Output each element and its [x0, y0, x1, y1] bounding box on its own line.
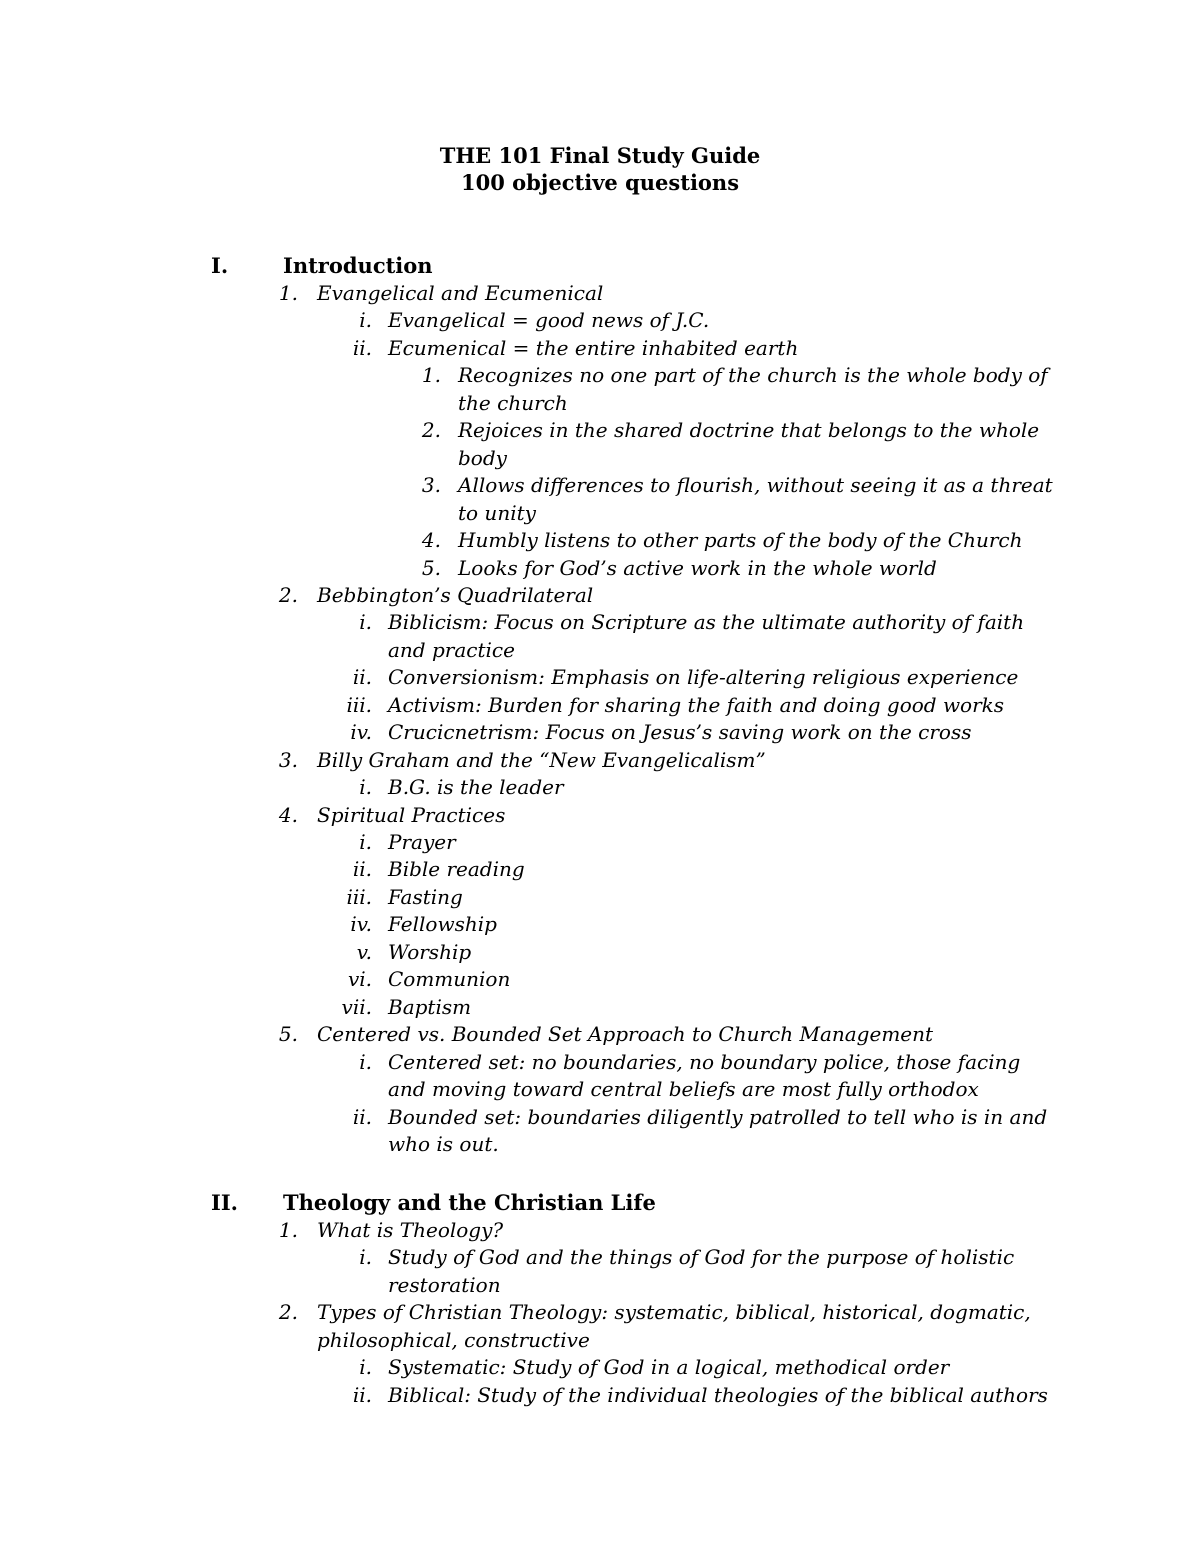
outline-item-text: to unity [458, 501, 536, 525]
outline-item-label: 2. [278, 1300, 298, 1324]
outline-item-text: Allows differences to flourish, without seeing it as a threat [458, 473, 1053, 497]
outline-item-text: Billy Graham and the “New Evangelicalism” [317, 748, 766, 772]
outline-item-label: 4. [278, 803, 298, 827]
outline-item-text: Biblical: Study of the individual theologies of the biblical authors [388, 1383, 1048, 1407]
outline-item-label: ii. [352, 336, 372, 360]
outline-item-label: 5. [278, 1022, 298, 1046]
outline-item-text: Looks for God’s active work in the whole world [458, 556, 937, 580]
outline-item-text: philosophical, constructive [317, 1328, 590, 1352]
outline-item-text: body [458, 446, 507, 470]
outline-item-text: Prayer [388, 830, 456, 854]
outline-item-text: What is Theology? [317, 1218, 504, 1242]
outline-item-text: Fellowship [388, 912, 497, 936]
outline-item-label: i. [359, 1050, 372, 1074]
outline-item-text: who is out. [388, 1132, 499, 1156]
outline-item-label: i. [359, 308, 372, 332]
outline-item-label: ii. [352, 1105, 372, 1129]
outline-item-label: i. [359, 775, 372, 799]
outline-item-label: vi. [347, 967, 372, 991]
outline-item-label: i. [359, 830, 372, 854]
outline-item-label: ii. [352, 665, 372, 689]
outline-item-text: Ecumenical = the entire inhabited earth [388, 336, 799, 360]
outline-item-label: ii. [352, 857, 372, 881]
outline-item-text: Worship [388, 940, 472, 964]
section-label: II. [211, 1190, 238, 1215]
outline-item-text: Systematic: Study of God in a logical, methodical order [388, 1355, 950, 1379]
outline-item-text: Study of God and the things of God for the purpose of holistic [388, 1245, 1015, 1269]
outline-item-text: Humbly listens to other parts of the body of the Church [458, 528, 1023, 552]
outline-item-label: iii. [346, 693, 372, 717]
outline-item-label: vii. [341, 995, 372, 1019]
outline-item-text: Biblicism: Focus on Scripture as the ultimate authority of faith [388, 610, 1025, 634]
outline-item-text: Rejoices in the shared doctrine that belongs to the whole [458, 418, 1040, 442]
outline-item-text: Fasting [388, 885, 463, 909]
outline-item-text: Recognizes no one part of the church is the whole body of [458, 363, 1048, 387]
outline-item-text: Communion [388, 967, 511, 991]
section-heading: Theology and the Christian Life [283, 1190, 656, 1215]
outline-item-text: Centered set: no boundaries, no boundary police, those facing [388, 1050, 1021, 1074]
outline-item-text: restoration [388, 1273, 501, 1297]
outline-item-label: iv. [350, 720, 372, 744]
outline-item-text: Types of Christian Theology: systematic, biblical, historical, dogmatic, [317, 1300, 1031, 1324]
section-label: I. [211, 253, 229, 278]
outline-item-text: Crucicnetrism: Focus on Jesus’s saving work on the cross [388, 720, 972, 744]
outline-item-label: ii. [352, 1383, 372, 1407]
outline-item-label: 1. [278, 281, 298, 305]
outline-item-label: i. [359, 1245, 372, 1269]
outline-item-text: Baptism [388, 995, 472, 1019]
outline-item-label: 2. [278, 583, 298, 607]
outline-item-label: 5. [421, 556, 441, 580]
outline-item-text: and practice [388, 638, 515, 662]
outline-item-text: Bounded set: boundaries diligently patrolled to tell who is in and [388, 1105, 1048, 1129]
outline-item-label: 1. [421, 363, 441, 387]
document-subtitle: 100 objective questions [460, 170, 740, 195]
outline-item-text: Bebbington’s Quadrilateral [317, 583, 594, 607]
outline-item-label: 2. [421, 418, 441, 442]
outline-item-text: Evangelical = good news of J.C. [388, 308, 710, 332]
outline-item-label: i. [359, 610, 372, 634]
outline-item-text: Bible reading [388, 857, 525, 881]
outline-item-label: 4. [421, 528, 441, 552]
outline-item-label: 3. [421, 473, 441, 497]
outline-item-text: Spiritual Practices [317, 803, 506, 827]
outline-item-label: i. [359, 1355, 372, 1379]
document-title: THE 101 Final Study Guide [439, 143, 761, 168]
section-heading: Introduction [283, 253, 433, 278]
outline-item-label: iv. [350, 912, 372, 936]
outline-item-label: 1. [278, 1218, 298, 1242]
outline-item-text: Evangelical and Ecumenical [317, 281, 604, 305]
outline-item-text: Centered vs. Bounded Set Approach to Church Management [317, 1022, 934, 1046]
outline-item-text: the church [458, 391, 568, 415]
outline-item-text: Activism: Burden for sharing the faith and doing good works [388, 693, 1005, 717]
outline-item-text: B.G. is the leader [388, 775, 564, 799]
outline-item-label: v. [356, 940, 372, 964]
outline-item-label: 3. [278, 748, 298, 772]
outline-item-label: iii. [346, 885, 372, 909]
outline-item-text: Conversionism: Emphasis on life-altering religious experience [388, 665, 1019, 689]
outline-item-text: and moving toward central beliefs are most fully orthodox [388, 1077, 979, 1101]
